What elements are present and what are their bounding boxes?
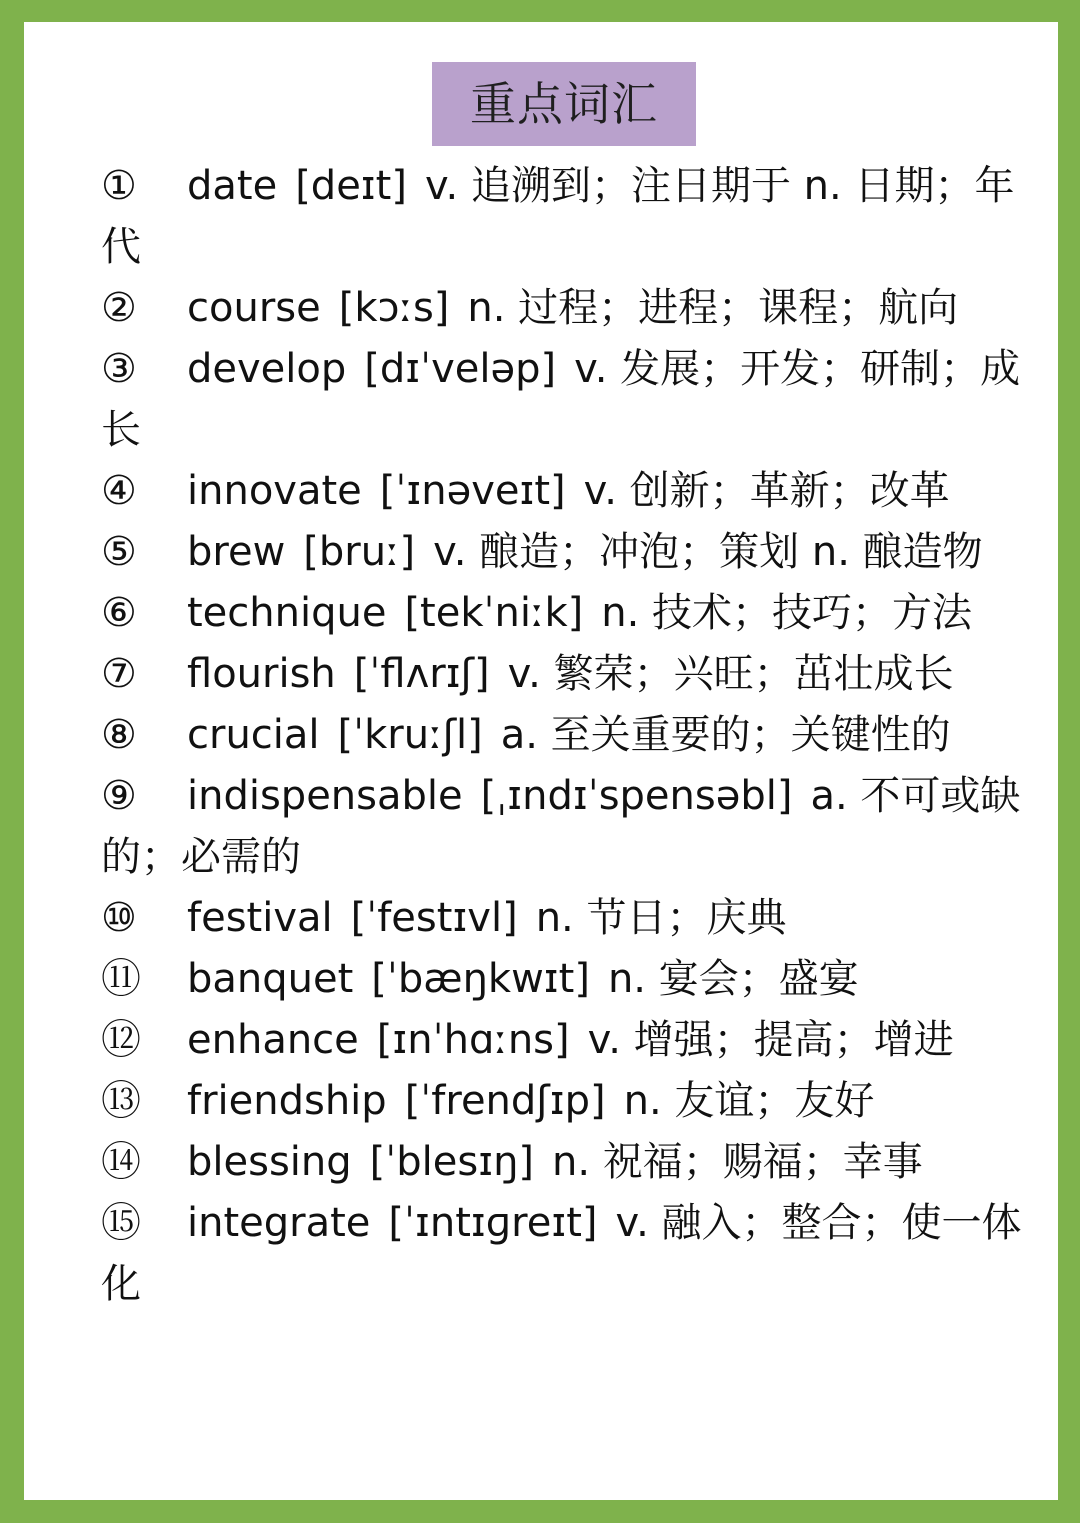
item-phonetic: [kɔːs]	[338, 285, 450, 331]
item-word: indispensable	[187, 773, 463, 819]
item-definition: v. 追溯到；注日期于 n. 日期；年代	[101, 163, 1015, 270]
item-phonetic: [ɪnˈhɑːns]	[376, 1017, 570, 1063]
item-phonetic: [bruː]	[303, 529, 416, 575]
item-number: ⑪	[101, 956, 141, 1002]
vocab-item	[101, 644, 1041, 705]
item-word: flourish	[187, 651, 336, 697]
item-word: integrate	[187, 1200, 371, 1246]
vocab-item	[101, 949, 1041, 1010]
item-number: ⑩	[101, 895, 137, 941]
vocab-item	[101, 156, 1041, 278]
item-word: blessing	[187, 1139, 352, 1185]
item-phonetic: [ˈkruːʃl]	[337, 712, 483, 758]
item-phonetic: [ˈblesɪŋ]	[369, 1139, 535, 1185]
item-definition: a. 不可或缺的；必需的	[101, 773, 1021, 880]
item-number: ①	[101, 163, 137, 209]
item-phonetic: [ˈɪntɪɡreɪt]	[388, 1200, 598, 1246]
item-number: ⑤	[101, 529, 137, 575]
item-phonetic: [ˈɪnəveɪt]	[379, 468, 566, 514]
item-phonetic: [ˈfestɪvl]	[350, 895, 518, 941]
item-word: festival	[187, 895, 333, 941]
item-number: ⑮	[101, 1200, 141, 1246]
item-phonetic: [ˈbæŋkwɪt]	[371, 956, 590, 1002]
item-definition: v. 繁荣；兴旺；茁壮成长	[507, 651, 954, 697]
item-word: innovate	[187, 468, 362, 514]
item-word: date	[187, 163, 278, 209]
item-number: ④	[101, 468, 137, 514]
item-definition: n. 友谊；友好	[623, 1078, 875, 1124]
item-number: ⑫	[101, 1017, 141, 1063]
item-definition: n. 宴会；盛宴	[607, 956, 859, 1002]
vocab-item	[101, 522, 1041, 583]
item-word: technique	[187, 590, 387, 636]
item-definition: n. 技术；技巧；方法	[601, 590, 973, 636]
page-title: 重点词汇	[470, 77, 658, 131]
item-number: ⑭	[101, 1139, 141, 1185]
item-number: ⑦	[101, 651, 137, 697]
vocab-item	[101, 1010, 1041, 1071]
item-definition: v. 创新；革新；改革	[583, 468, 950, 514]
vocab-item	[101, 705, 1041, 766]
item-number: ②	[101, 285, 137, 331]
vocab-item	[101, 1071, 1041, 1132]
item-number: ③	[101, 346, 137, 392]
vocab-item	[101, 1193, 1041, 1315]
item-phonetic: [dɪˈveləp]	[364, 346, 557, 392]
item-word: friendship	[187, 1078, 387, 1124]
item-phonetic: [tekˈniːk]	[404, 590, 584, 636]
item-number: ⑨	[101, 773, 137, 819]
vocab-item	[101, 1132, 1041, 1193]
item-definition: v. 发展；开发；研制；成长	[101, 346, 1021, 453]
vocab-item	[101, 339, 1041, 461]
vocab-item	[101, 766, 1041, 888]
item-word: brew	[187, 529, 286, 575]
vocab-item	[101, 461, 1041, 522]
vocabulary-list	[101, 156, 1041, 1315]
item-definition: n. 过程；进程；课程；航向	[467, 285, 959, 331]
title-banner	[432, 62, 696, 146]
item-word: develop	[187, 346, 347, 392]
vocab-item	[101, 583, 1041, 644]
item-word: crucial	[187, 712, 320, 758]
item-definition: a. 至关重要的；关键性的	[500, 712, 951, 758]
item-number: ⑥	[101, 590, 137, 636]
item-definition: v. 融入；整合；使一体化	[101, 1200, 1022, 1307]
item-phonetic: [ˈflʌrɪʃ]	[353, 651, 490, 697]
item-number: ⑧	[101, 712, 137, 758]
item-word: course	[187, 285, 321, 331]
item-definition: v. 酿造；冲泡；策划 n. 酿造物	[433, 529, 983, 575]
item-definition: n. 节日；庆典	[535, 895, 787, 941]
document-page	[24, 22, 1058, 1500]
item-phonetic: [ˈfrendʃɪp]	[404, 1078, 606, 1124]
item-number: ⑬	[101, 1078, 141, 1124]
item-phonetic: [deɪt]	[295, 163, 407, 209]
item-word: enhance	[187, 1017, 359, 1063]
vocab-item	[101, 888, 1041, 949]
item-word: banquet	[187, 956, 354, 1002]
item-phonetic: [ˌɪndɪˈspensəbl]	[480, 773, 793, 819]
item-definition: n. 祝福；赐福；幸事	[552, 1139, 923, 1185]
item-definition: v. 增强；提高；增进	[587, 1017, 954, 1063]
vocab-item	[101, 278, 1041, 339]
